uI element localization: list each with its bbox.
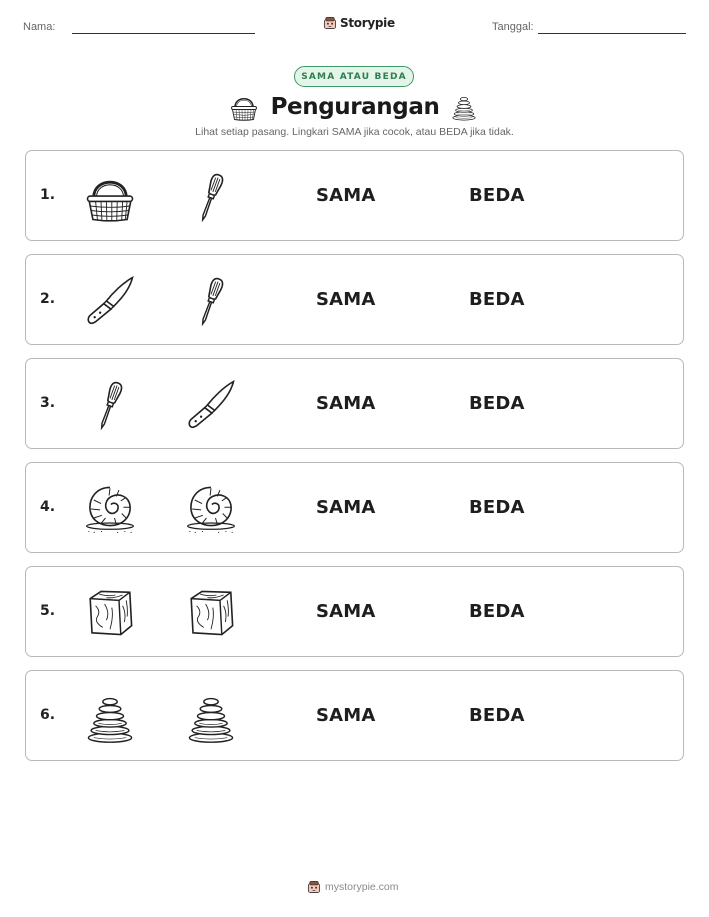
row-number: 6. bbox=[40, 707, 56, 723]
different-option[interactable]: BEDA bbox=[469, 289, 525, 310]
page-title: Pengurangan bbox=[270, 94, 440, 120]
snail-shell-icon bbox=[184, 482, 238, 536]
name-label: Nama: bbox=[23, 21, 56, 33]
basket-icon bbox=[229, 92, 259, 122]
instructions: Lihat setiap pasang. Lingkari SAMA jika cocok, atau BEDA jika tidak. bbox=[195, 126, 514, 138]
basket-icon bbox=[83, 170, 137, 224]
exercise-row-3 bbox=[25, 358, 684, 449]
snail-shell-icon bbox=[83, 482, 137, 536]
row-number: 1. bbox=[40, 187, 56, 203]
exercise-row-6 bbox=[25, 670, 684, 761]
name-field-line[interactable] bbox=[72, 33, 255, 34]
different-option[interactable]: BEDA bbox=[469, 601, 525, 622]
same-option[interactable]: SAMA bbox=[316, 497, 376, 518]
different-option[interactable]: BEDA bbox=[469, 393, 525, 414]
stacked-stones-icon bbox=[450, 91, 478, 123]
cube-block-icon bbox=[184, 586, 238, 640]
different-option[interactable]: BEDA bbox=[469, 497, 525, 518]
knife-icon bbox=[83, 274, 137, 328]
worksheet-type-badge: SAMA ATAU BEDA bbox=[294, 66, 414, 87]
footer bbox=[0, 879, 709, 897]
stacked-stones-icon bbox=[184, 690, 238, 744]
exercise-row-4 bbox=[25, 462, 684, 553]
different-option[interactable]: BEDA bbox=[469, 705, 525, 726]
brand-logo bbox=[323, 14, 395, 32]
row-number: 4. bbox=[40, 499, 56, 515]
same-option[interactable]: SAMA bbox=[316, 185, 376, 206]
storypie-mascot-icon bbox=[323, 15, 337, 31]
date-field-line[interactable] bbox=[538, 33, 686, 34]
row-number: 3. bbox=[40, 395, 56, 411]
screwdriver-icon bbox=[184, 170, 238, 224]
same-option[interactable]: SAMA bbox=[316, 393, 376, 414]
screwdriver-icon bbox=[83, 378, 137, 432]
stacked-stones-icon bbox=[83, 690, 137, 744]
title-row bbox=[0, 90, 709, 124]
storypie-mascot-icon bbox=[307, 879, 321, 895]
exercise-row-1 bbox=[25, 150, 684, 241]
footer-url: mystorypie.com bbox=[325, 881, 399, 893]
exercise-row-2 bbox=[25, 254, 684, 345]
knife-icon bbox=[184, 378, 238, 432]
exercise-row-5 bbox=[25, 566, 684, 657]
screwdriver-icon bbox=[184, 274, 238, 328]
different-option[interactable]: BEDA bbox=[469, 185, 525, 206]
same-option[interactable]: SAMA bbox=[316, 601, 376, 622]
row-number: 5. bbox=[40, 603, 56, 619]
same-option[interactable]: SAMA bbox=[316, 289, 376, 310]
worksheet-header bbox=[0, 14, 709, 38]
date-label: Tanggal: bbox=[492, 21, 534, 33]
row-number: 2. bbox=[40, 291, 56, 307]
same-option[interactable]: SAMA bbox=[316, 705, 376, 726]
cube-block-icon bbox=[83, 586, 137, 640]
brand-name: Storypie bbox=[340, 16, 395, 30]
